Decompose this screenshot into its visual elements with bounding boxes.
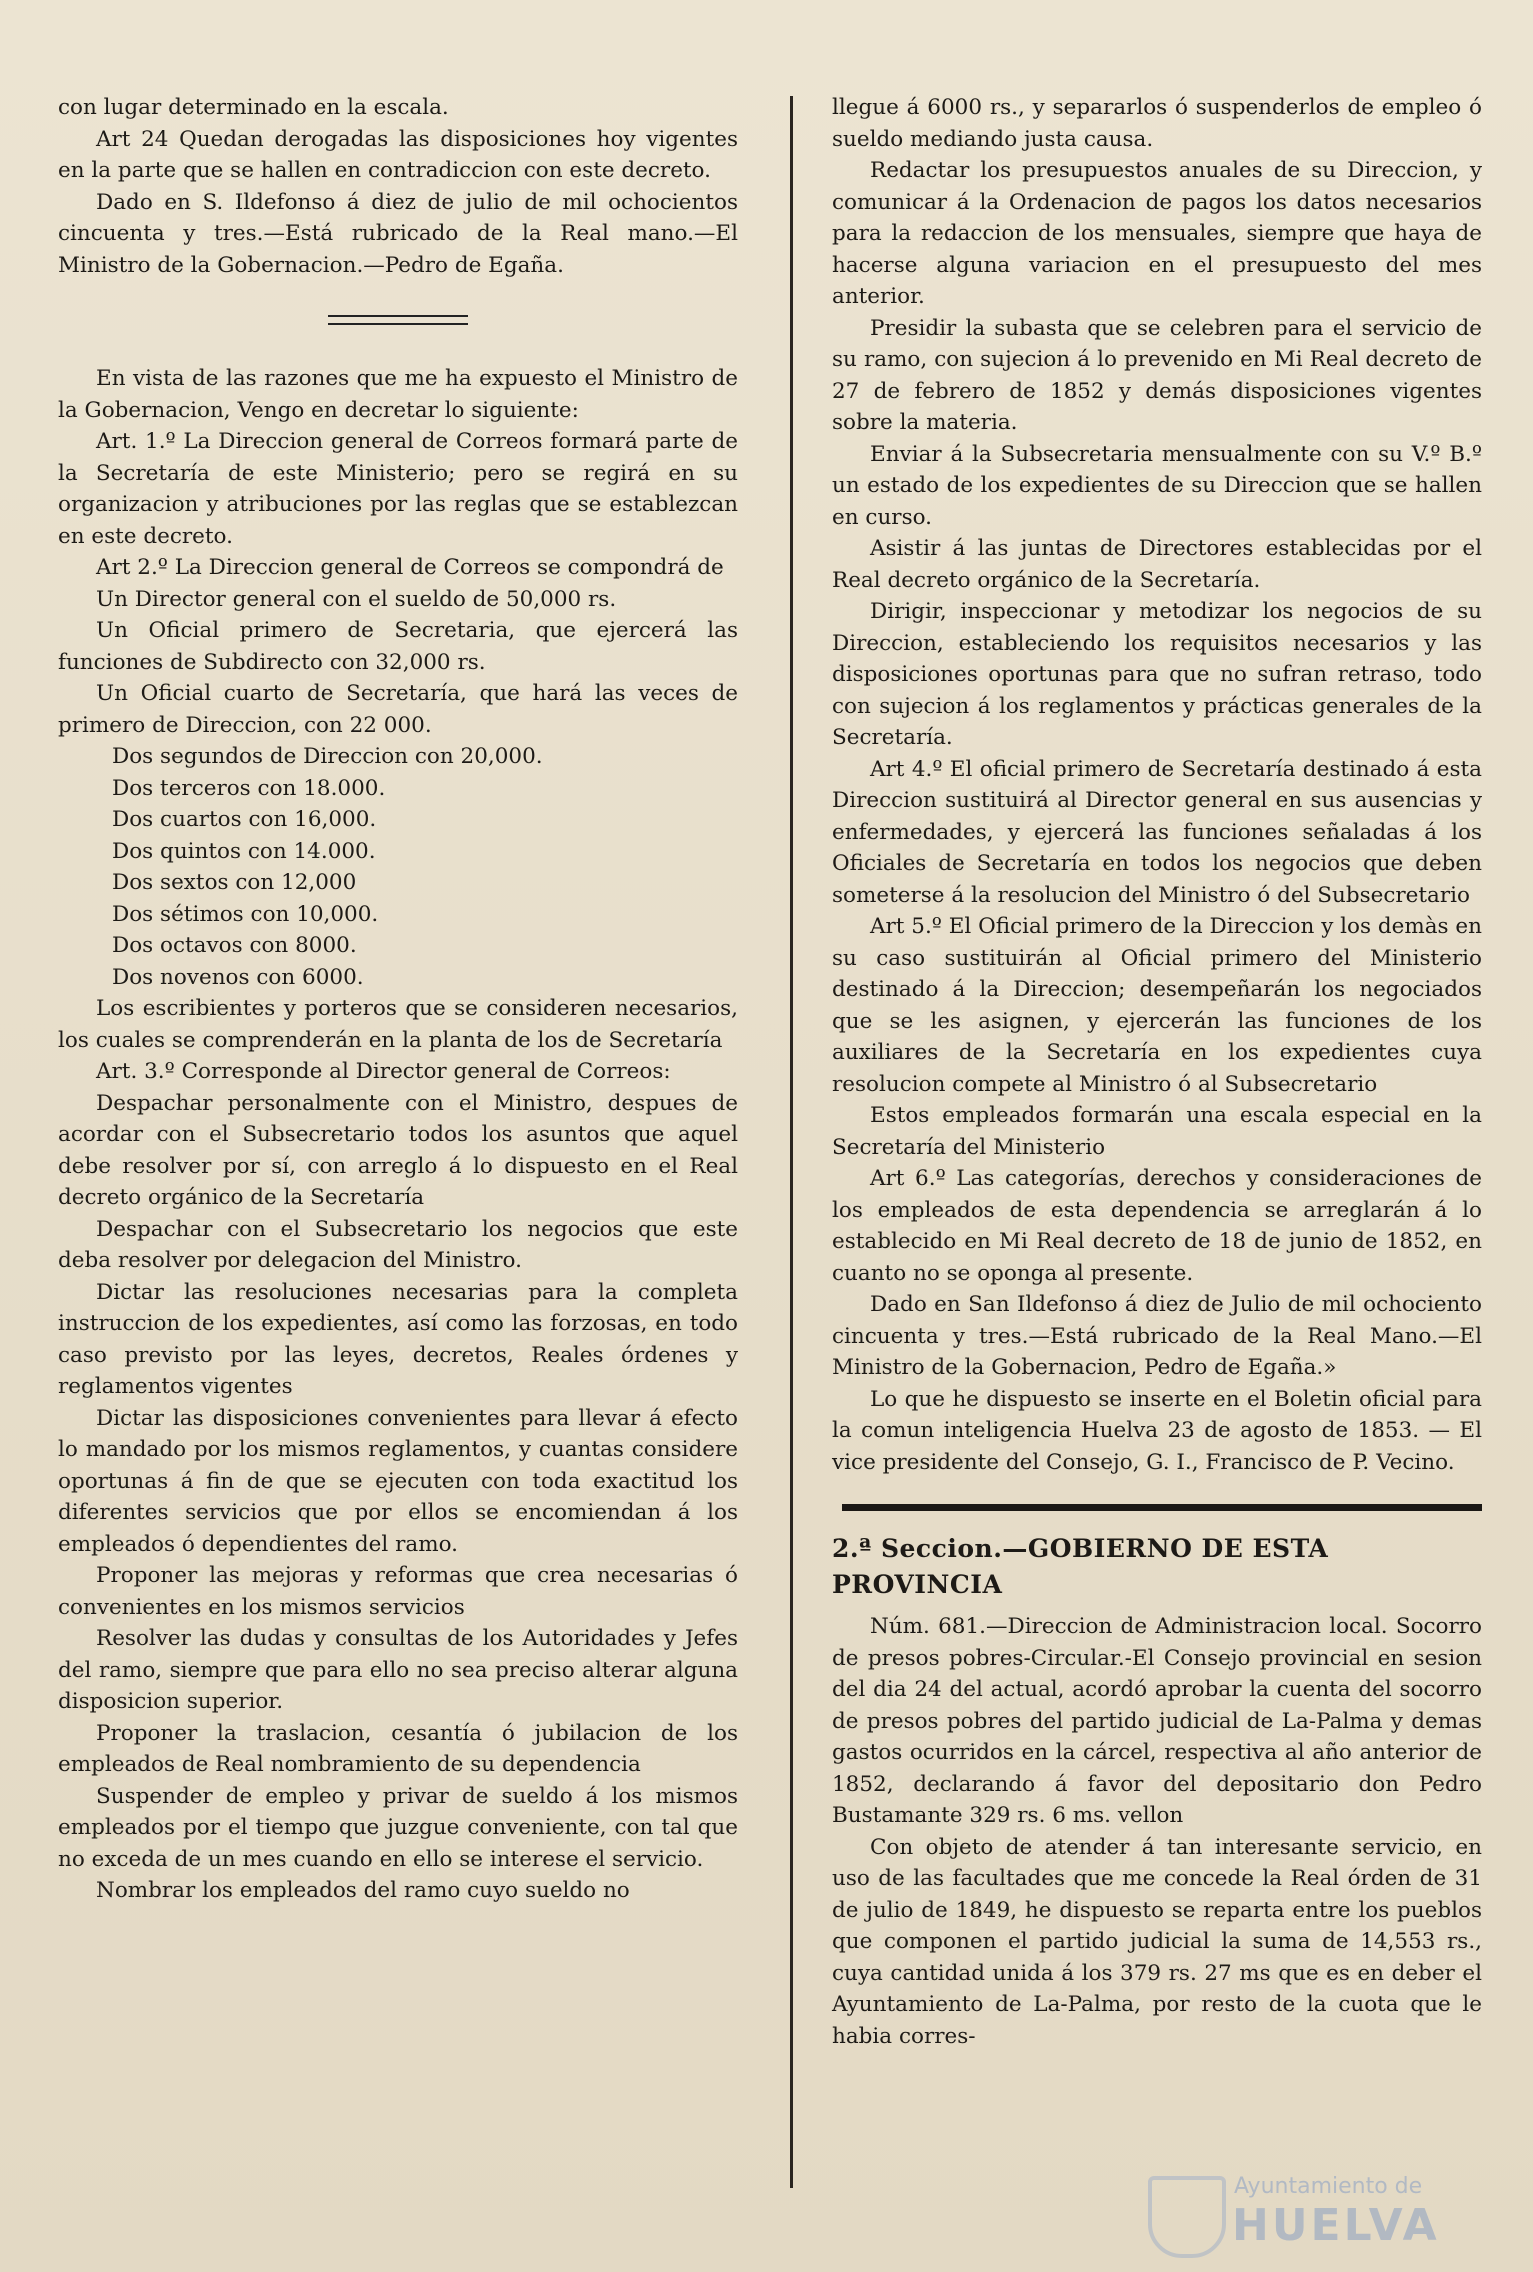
left-column	[58, 92, 738, 1907]
paragraph: Presidir la subasta que se celebren para el servicio de su ramo, con sujecion á lo prevenido en Mi Real decreto de 27 de febrero de 1852 y demás disposiciones vigentes sobre la materia.	[832, 315, 1482, 435]
list-item: Dos terceros con 18.000.	[112, 775, 386, 801]
paragraph: Con objeto de atender á tan interesante servicio, en uso de las facultades que me concede la Real órden de 31 de julio de 1849, he dispuesto se reparta entre los pueblos que componen el partido judicial la suma de 14,553 rs., cuya cantidad unida á los 379 rs. 27 ms que es en deber el Ayuntamiento de La-Palma, por resto de la cuota que le habia corres-	[832, 1834, 1482, 2049]
watermark-line2: HUELVA	[1232, 2200, 1440, 2251]
column-divider	[790, 96, 793, 2188]
list-item: Dos cuartos con 16,000.	[112, 807, 377, 832]
paragraph: Dado en S. Ildefonso á diez de julio de mil ochocientos cincuenta y tres.—Está rubricado de la Real mano.—El Ministro de la Gobernacion.—Pedro de Egaña.	[58, 189, 738, 278]
paragraph: Despachar personalmente con el Ministro, despues de acordar con el Subsecretario todos los asuntos que aquel debe resolver por sí, con arreglo á lo dispuesto en el Real decreto orgánico de la Secretaría	[58, 1090, 738, 1210]
list-item: Dos novenos con 6000.	[112, 964, 364, 990]
article-4: Art 4.º El oficial primero de Secretaría destinado á esta Direccion sustituirá al Director general en sus ausencias y enfermedades, y ejercerá las funciones señaladas á los Oficiales de Secretaría en todos los negocios que deben someterse á la resolucion del Ministro ó del Subsecretario	[832, 756, 1482, 908]
list-item: Dos sextos con 12,000	[112, 870, 357, 895]
paragraph: Proponer las mejoras y reformas que crea necesarias ó convenientes en los mismos servicios	[58, 1563, 738, 1620]
watermark-line1: Ayuntamiento de	[1234, 2174, 1423, 2199]
section-divider	[842, 1504, 1482, 1511]
paragraph: con lugar determinado en la escala.	[58, 95, 449, 120]
paragraph: Suspender de empleo y privar de sueldo á los mismos empleados por el tiempo que juzgue conveniente, con tal que no exceda de un mes cuando en ello se interese el servicio.	[58, 1783, 738, 1872]
paragraph: Enviar á la Subsecretaria mensualmente con su V.º B.º un estado de los expedientes de su Direccion que se hallen en curso.	[832, 441, 1482, 530]
paragraph: Dado en San Ildefonso á diez de Julio de mil ochociento cincuenta y tres.—Está rubricado de la Real Mano.—El Ministro de la Gobernacion, Pedro de Egaña.»	[832, 1292, 1482, 1380]
paragraph: Nombrar los empleados del ramo cuyo sueldo no	[96, 1878, 630, 1903]
paragraph: Lo que he dispuesto se inserte en el Boletin oficial para la comun inteligencia Huelva 23 de agosto de 1853. — El vice presidente del Consejo, G. I., Francisco de P. Vecino.	[832, 1386, 1482, 1475]
coat-of-arms-icon	[1148, 2176, 1226, 2258]
list-item: Dos segundos de Direccion con 20,000.	[112, 744, 543, 769]
list-item: Un Oficial primero de Secretaria, que ejercerá las funciones de Subdirecto con 32,000 rs.	[58, 618, 738, 675]
paragraph: Asistir á las juntas de Directores establecidas por el Real decreto orgánico de la Secretaría.	[832, 536, 1482, 593]
paragraph: llegue á 6000 rs., y separarlos ó suspenderlos de empleo ó sueldo mediando justa causa.	[832, 95, 1482, 152]
list-item: Dos octavos con 8000.	[112, 933, 357, 958]
watermark	[1148, 2168, 1478, 2254]
paragraph: Dictar las disposiciones convenientes para llevar á efecto lo mandado por los mismos reglamentos, y cuantas considere oportunas á fin de que se ejecuten con toda exactitud los diferentes servicios que por ellos se encomiendan á los empleados ó dependientes del ramo.	[58, 1405, 738, 1557]
paragraph: Despachar con el Subsecretario los negocios que este deba resolver por delegacion del Ministro.	[58, 1216, 738, 1273]
list-item: Dos sétimos con 10,000.	[112, 901, 379, 927]
article-24: Art 24 Quedan derogadas las disposiciones hoy vigentes en la parte que se hallen en contradiccion con este decreto.	[58, 126, 738, 183]
right-column	[832, 92, 1482, 2052]
divider	[328, 315, 468, 325]
paragraph: Estos empleados formarán una escala especial en la Secretaría del Ministerio	[832, 1103, 1482, 1160]
section-heading: 2.ª Seccion.—GOBIERNO DE ESTA PROVINCIA	[832, 1534, 1329, 1599]
article-3: Art. 3.º Corresponde al Director general de Correos:	[96, 1059, 671, 1084]
article-5: Art 5.º El Oficial primero de la Direccion y los demàs en su caso sustituirán al Oficial primero del Ministerio destinado á la Direccion; desempeñarán los negociados que se les asignen, y ejercerán las funciones de los auxiliares de la Secretaría en los expedientes cuya resolucion compete al Ministro ó al Subsecretario	[832, 914, 1482, 1097]
paragraph: Resolver las dudas y consultas de los Autoridades y Jefes del ramo, siempre que para ello no sea preciso alterar alguna disposicion superior.	[58, 1626, 738, 1714]
paragraph: Proponer la traslacion, cesantía ó jubilacion de los empleados de Real nombramiento de su dependencia	[58, 1720, 738, 1777]
paragraph: Dictar las resoluciones necesarias para la completa instruccion de los expedientes, así como las forzosas, en todo caso previsto por las leyes, decretos, Reales órdenes y reglamentos vigentes	[58, 1279, 738, 1399]
paragraph: Dirigir, inspeccionar y metodizar los negocios de su Direccion, estableciendo los requisitos necesarios y las disposiciones oportunas para que no sufran retraso, todo con sujecion á los reglamentos y prácticas generales de la Secretaría.	[832, 599, 1482, 750]
article-1: Art. 1.º La Direccion general de Correos formará parte de la Secretaría de este Ministerio; pero se regirá en su organizacion y atribuciones por las reglas que se establezcan en este decreto.	[58, 429, 738, 549]
list-item: Dos quintos con 14.000.	[112, 838, 376, 864]
article-2: Art 2.º La Direccion general de Correos se compondrá de	[96, 555, 724, 580]
decree-intro: En vista de las razones que me ha expuesto el Ministro de la Gobernacion, Vengo en decretar lo siguiente:	[58, 366, 738, 423]
circular-681: Núm. 681.—Direccion de Administracion local. Socorro de presos pobres-Circular.-El Consejo provincial en sesion del dia 24 del actual, acordó aprobar la cuenta del socorro de presos pobres del partido judicial de La-Palma y demas gastos ocurridos en la cárcel, respectiva al año anterior de 1852, declarando á favor del depositario don Pedro Bustamante 329 rs. 6 ms. vellon	[832, 1614, 1482, 1828]
list-item: Un Director general con el sueldo de 50,000 rs.	[96, 586, 617, 612]
list-item: Un Oficial cuarto de Secretaría, que hará las veces de primero de Direccion, con 22 000.	[58, 681, 738, 738]
paragraph: Los escribientes y porteros que se consideren necesarios, los cuales se comprenderán en la planta de los de Secretaría	[58, 996, 738, 1053]
paragraph: Redactar los presupuestos anuales de su Direccion, y comunicar á la Ordenacion de pagos los datos necesarios para la redaccion de los mensuales, siempre que haya de hacerse alguna variacion en el presupuesto del mes anterior.	[832, 158, 1482, 309]
article-6: Art 6.º Las categorías, derechos y consideraciones de los empleados de esta dependencia se arreglarán á lo establecido en Mi Real decreto de 18 de junio de 1852, en cuanto no se oponga al presente.	[832, 1166, 1482, 1286]
